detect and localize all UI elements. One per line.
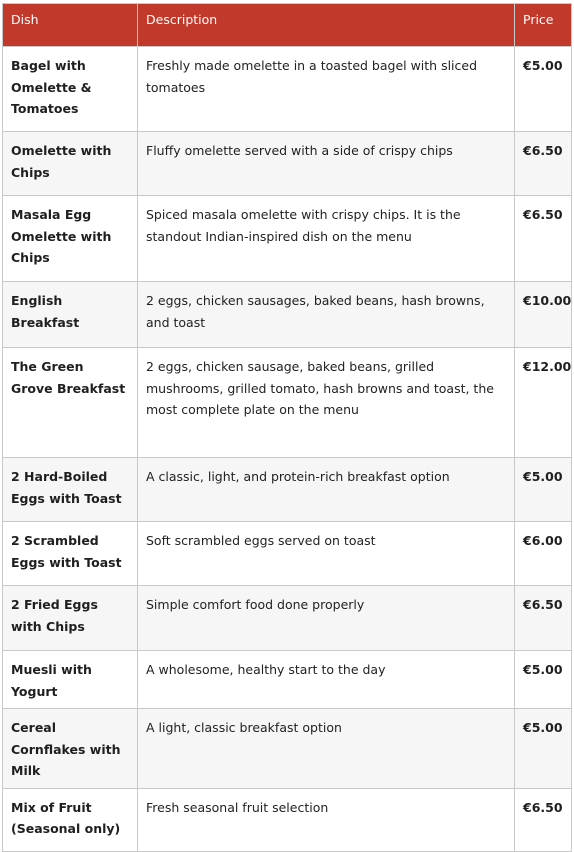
dish-name: 2 Fried Eggs with Chips [3,586,138,651]
dish-price: €6.00 [515,522,572,586]
dish-price: €6.50 [515,132,572,196]
dish-description: Fluffy omelette served with a side of crispy chips [138,132,515,196]
dish-price: €5.00 [515,458,572,522]
dish-name: Mix of Fruit (Seasonal only) [3,788,138,851]
table-row [3,47,572,132]
dish-description: 2 eggs, chicken sausage, baked beans, grilled mushrooms, grilled tomato, hash browns and toast, the most complete plate on the menu [138,348,515,458]
dish-description: Soft scrambled eggs served on toast [138,522,515,586]
dish-description: Fresh seasonal fruit selection [138,788,515,851]
table-row [3,586,572,651]
dish-name: 2 Scrambled Eggs with Toast [3,522,138,586]
dish-price: €6.50 [515,196,572,282]
table-row [3,196,572,282]
dish-price: €6.50 [515,788,572,851]
dish-description: Spiced masala omelette with crispy chips. It is the standout Indian-inspired dish on the menu [138,196,515,282]
dish-price: €6.50 [515,586,572,651]
dish-description: Freshly made omelette in a toasted bagel with sliced tomatoes [138,47,515,132]
header-row [3,4,572,47]
table-row [3,522,572,586]
dish-price: €5.00 [515,47,572,132]
dish-price: €10.00 [515,282,572,348]
dish-name: The Green Grove Breakfast [3,348,138,458]
table-row [3,132,572,196]
dish-name: English Breakfast [3,282,138,348]
table-row [3,709,572,789]
table-row [3,348,572,458]
table-row [3,788,572,851]
table-row [3,282,572,348]
dish-name: Cereal Cornflakes with Milk [3,709,138,789]
header-dish: Dish [3,4,138,47]
dish-description: A wholesome, healthy start to the day [138,651,515,709]
dish-description: 2 eggs, chicken sausages, baked beans, hash browns, and toast [138,282,515,348]
dish-name: Bagel with Omelette & Tomatoes [3,47,138,132]
dish-name: Masala Egg Omelette with Chips [3,196,138,282]
dish-name: 2 Hard-Boiled Eggs with Toast [3,458,138,522]
table-header [3,4,572,47]
dish-description: Simple comfort food done properly [138,586,515,651]
table-body [3,47,572,852]
dish-price: €12.00 [515,348,572,458]
dish-name: Muesli with Yogurt [3,651,138,709]
header-description: Description [138,4,515,47]
dish-description: A classic, light, and protein-rich breakfast option [138,458,515,522]
dish-description: A light, classic breakfast option [138,709,515,789]
dish-price: €5.00 [515,651,572,709]
dish-price: €5.00 [515,709,572,789]
dish-name: Omelette with Chips [3,132,138,196]
header-price: Price [515,4,572,47]
table-row [3,458,572,522]
table-row [3,651,572,709]
breakfast-menu-table [2,3,572,852]
